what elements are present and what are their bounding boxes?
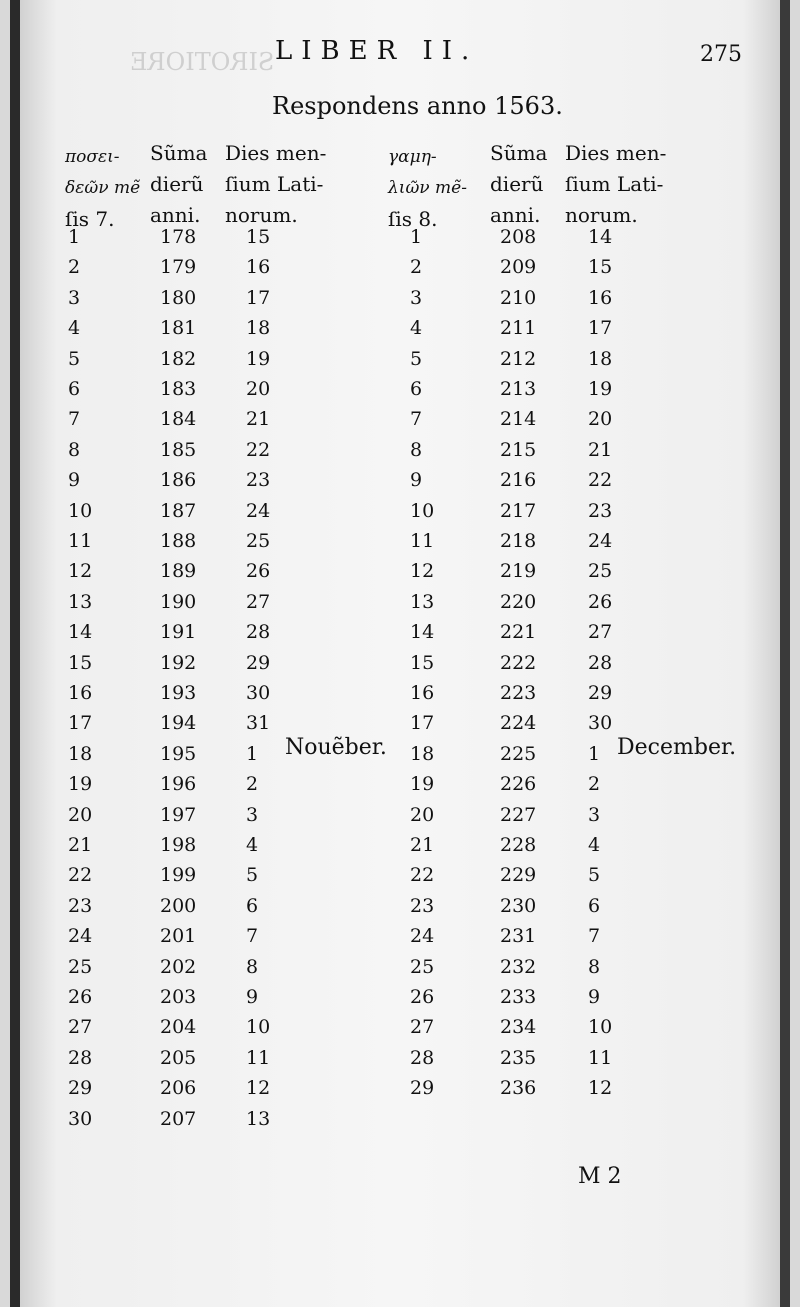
latin-day-left-cell: 25 bbox=[246, 530, 271, 552]
table-row bbox=[10, 1077, 790, 1109]
table-row bbox=[10, 226, 790, 258]
day-left-cell: 18 bbox=[68, 742, 93, 765]
table-row bbox=[10, 956, 790, 988]
signature-mark: M 2 bbox=[578, 1164, 622, 1189]
latin-day-left-cell: 16 bbox=[246, 256, 271, 279]
day-left-cell: 25 bbox=[68, 955, 93, 978]
suma-left-cell: 180 bbox=[160, 286, 197, 309]
day-right-cell: 2 bbox=[410, 256, 423, 279]
right-dies-line-3: norum. bbox=[565, 203, 638, 227]
suma-left-cell: 184 bbox=[160, 408, 197, 431]
suma-right-cell: 228 bbox=[500, 834, 537, 856]
day-right-cell: 1 bbox=[410, 226, 423, 248]
day-left-cell: 17 bbox=[68, 712, 93, 735]
suma-left-cell: 179 bbox=[160, 256, 197, 279]
table-row bbox=[10, 591, 790, 623]
left-suma-line-1: Sũma bbox=[150, 141, 208, 165]
suma-left-cell: 185 bbox=[160, 438, 197, 461]
suma-right-cell: 210 bbox=[500, 286, 537, 309]
suma-left-cell: 195 bbox=[160, 742, 197, 765]
suma-left-cell: 199 bbox=[160, 864, 197, 887]
suma-left-cell: 178 bbox=[160, 226, 197, 248]
day-right-cell: 5 bbox=[410, 347, 423, 370]
month-label-november: Nouẽber. bbox=[285, 735, 387, 760]
month-label-december: December. bbox=[617, 735, 737, 760]
left-dies-line-2: ſium Lati- bbox=[225, 172, 324, 196]
day-left-cell: 24 bbox=[68, 925, 93, 948]
table-row bbox=[10, 895, 790, 927]
latin-day-right-cell: 1 bbox=[588, 742, 601, 765]
latin-day-left-cell: 1 bbox=[246, 742, 259, 765]
latin-day-right-cell: 11 bbox=[588, 1046, 613, 1069]
suma-right-cell: 232 bbox=[500, 955, 537, 978]
suma-right-cell: 226 bbox=[500, 773, 537, 796]
day-left-cell: 21 bbox=[68, 834, 93, 856]
table-subtitle: Respondens anno 1563. bbox=[272, 92, 563, 120]
latin-day-right-cell: 16 bbox=[588, 286, 613, 309]
right-suma-line-1: Sũma bbox=[490, 141, 548, 165]
suma-left-cell: 189 bbox=[160, 560, 197, 583]
latin-day-left-cell: 21 bbox=[246, 408, 271, 431]
table-row bbox=[10, 773, 790, 805]
suma-left-cell: 202 bbox=[160, 955, 197, 978]
day-left-cell: 16 bbox=[68, 682, 93, 704]
table-row bbox=[10, 287, 790, 319]
table-row bbox=[10, 439, 790, 471]
day-left-cell: 27 bbox=[68, 1016, 93, 1039]
day-right-cell: 13 bbox=[410, 590, 435, 613]
suma-right-cell: 222 bbox=[500, 651, 537, 674]
left-greek-line-1: ποσει- bbox=[65, 147, 120, 167]
suma-left-cell: 200 bbox=[160, 894, 197, 917]
suma-left-cell: 191 bbox=[160, 621, 197, 644]
day-left-cell: 4 bbox=[68, 317, 81, 340]
suma-right-cell: 231 bbox=[500, 925, 537, 948]
day-left-cell: 19 bbox=[68, 773, 93, 796]
latin-day-right-cell: 18 bbox=[588, 347, 613, 370]
table-row bbox=[10, 256, 790, 288]
day-right-cell: 27 bbox=[410, 1016, 435, 1039]
latin-day-right-cell: 26 bbox=[588, 590, 613, 613]
table-row bbox=[10, 925, 790, 957]
table-row bbox=[10, 682, 790, 714]
left-greek-line-3: ſis 7. bbox=[65, 207, 115, 231]
suma-right-cell: 214 bbox=[500, 408, 537, 431]
day-right-cell: 25 bbox=[410, 955, 435, 978]
table-row bbox=[10, 1016, 790, 1048]
day-left-cell: 14 bbox=[68, 621, 93, 644]
day-right-cell: 9 bbox=[410, 469, 423, 492]
table-row bbox=[10, 530, 790, 562]
latin-day-left-cell: 17 bbox=[246, 286, 271, 309]
running-head: LIBER II. bbox=[275, 36, 479, 66]
day-left-cell: 13 bbox=[68, 590, 93, 613]
day-right-cell: 8 bbox=[410, 438, 423, 461]
latin-day-right-cell: 24 bbox=[588, 530, 613, 552]
latin-day-left-cell: 20 bbox=[246, 378, 271, 400]
latin-day-right-cell: 15 bbox=[588, 256, 613, 279]
latin-day-right-cell: 8 bbox=[588, 955, 601, 978]
latin-day-right-cell: 28 bbox=[588, 651, 613, 674]
left-dies-line-3: norum. bbox=[225, 203, 298, 227]
day-right-cell: 24 bbox=[410, 925, 435, 948]
suma-left-cell: 196 bbox=[160, 773, 197, 796]
day-left-cell: 6 bbox=[68, 378, 81, 400]
latin-day-left-cell: 30 bbox=[246, 682, 271, 704]
latin-day-left-cell: 31 bbox=[246, 712, 271, 735]
table-row bbox=[10, 348, 790, 380]
day-right-cell: 19 bbox=[410, 773, 435, 796]
suma-left-cell: 194 bbox=[160, 712, 197, 735]
day-left-cell: 7 bbox=[68, 408, 81, 431]
day-left-cell: 29 bbox=[68, 1077, 93, 1100]
suma-right-cell: 235 bbox=[500, 1046, 537, 1069]
suma-right-cell: 224 bbox=[500, 712, 537, 735]
latin-day-left-cell: 4 bbox=[246, 834, 259, 856]
right-greek-line-3: ſis 8. bbox=[388, 207, 438, 231]
suma-left-cell: 205 bbox=[160, 1046, 197, 1069]
suma-left-cell: 186 bbox=[160, 469, 197, 492]
day-right-cell: 12 bbox=[410, 560, 435, 583]
day-left-cell: 2 bbox=[68, 256, 81, 279]
day-right-cell: 3 bbox=[410, 286, 423, 309]
suma-left-cell: 190 bbox=[160, 590, 197, 613]
table-row bbox=[10, 378, 790, 410]
latin-day-left-cell: 3 bbox=[246, 803, 259, 826]
latin-day-left-cell: 13 bbox=[246, 1107, 271, 1130]
suma-left-cell: 197 bbox=[160, 803, 197, 826]
day-right-cell: 17 bbox=[410, 712, 435, 735]
day-right-cell: 18 bbox=[410, 742, 435, 765]
latin-day-left-cell: 12 bbox=[246, 1077, 271, 1100]
left-suma-line-2: dierũ bbox=[150, 172, 204, 196]
latin-day-right-cell: 4 bbox=[588, 834, 601, 856]
suma-right-cell: 215 bbox=[500, 438, 537, 461]
day-left-cell: 9 bbox=[68, 469, 81, 492]
latin-day-right-cell: 25 bbox=[588, 560, 613, 583]
day-right-cell: 6 bbox=[410, 378, 423, 400]
suma-right-cell: 213 bbox=[500, 378, 537, 400]
table-row bbox=[10, 986, 790, 1018]
right-greek-line-1: γαμη- bbox=[388, 147, 437, 167]
suma-left-cell: 193 bbox=[160, 682, 197, 704]
latin-day-right-cell: 7 bbox=[588, 925, 601, 948]
day-left-cell: 30 bbox=[68, 1107, 93, 1130]
suma-right-cell: 236 bbox=[500, 1077, 537, 1100]
suma-right-cell: 211 bbox=[500, 317, 537, 340]
latin-day-right-cell: 30 bbox=[588, 712, 613, 735]
latin-day-right-cell: 17 bbox=[588, 317, 613, 340]
table-row bbox=[10, 864, 790, 896]
day-right-cell: 4 bbox=[410, 317, 423, 340]
latin-day-right-cell: 27 bbox=[588, 621, 613, 644]
day-right-cell: 29 bbox=[410, 1077, 435, 1100]
day-right-cell: 22 bbox=[410, 864, 435, 887]
table-row bbox=[10, 804, 790, 836]
suma-right-cell: 212 bbox=[500, 347, 537, 370]
left-dies-line-1: Dies men- bbox=[225, 141, 327, 165]
latin-day-left-cell: 26 bbox=[246, 560, 271, 583]
suma-right-cell: 209 bbox=[500, 256, 537, 279]
book-page bbox=[10, 0, 790, 1307]
latin-day-right-cell: 3 bbox=[588, 803, 601, 826]
day-right-cell: 15 bbox=[410, 651, 435, 674]
day-right-cell: 28 bbox=[410, 1046, 435, 1069]
suma-right-cell: 217 bbox=[500, 499, 537, 522]
suma-left-cell: 206 bbox=[160, 1077, 197, 1100]
latin-day-right-cell: 12 bbox=[588, 1077, 613, 1100]
suma-right-cell: 219 bbox=[500, 560, 537, 583]
page-number: 275 bbox=[700, 42, 742, 67]
latin-day-left-cell: 5 bbox=[246, 864, 259, 887]
day-right-cell: 21 bbox=[410, 834, 435, 856]
table-row bbox=[10, 408, 790, 440]
right-greek-header bbox=[388, 142, 467, 235]
latin-day-left-cell: 9 bbox=[246, 986, 259, 1008]
latin-day-left-cell: 6 bbox=[246, 894, 259, 917]
latin-day-right-cell: 23 bbox=[588, 499, 613, 522]
latin-day-right-cell: 5 bbox=[588, 864, 601, 887]
suma-left-cell: 181 bbox=[160, 317, 197, 340]
right-dies-line-1: Dies men- bbox=[565, 141, 667, 165]
day-left-cell: 1 bbox=[68, 226, 81, 248]
latin-day-left-cell: 22 bbox=[246, 438, 271, 461]
latin-day-right-cell: 22 bbox=[588, 469, 613, 492]
table-row bbox=[10, 500, 790, 532]
suma-left-cell: 182 bbox=[160, 347, 197, 370]
day-right-cell: 14 bbox=[410, 621, 435, 644]
suma-right-cell: 221 bbox=[500, 621, 537, 644]
latin-day-left-cell: 24 bbox=[246, 499, 271, 522]
suma-right-cell: 216 bbox=[500, 469, 537, 492]
suma-right-cell: 230 bbox=[500, 894, 537, 917]
latin-day-right-cell: 10 bbox=[588, 1016, 613, 1039]
day-right-cell: 10 bbox=[410, 499, 435, 522]
table-row bbox=[10, 560, 790, 592]
table-row bbox=[10, 1108, 790, 1140]
day-right-cell: 11 bbox=[410, 530, 435, 552]
latin-day-left-cell: 23 bbox=[246, 469, 271, 492]
suma-right-cell: 229 bbox=[500, 864, 537, 887]
suma-left-cell: 183 bbox=[160, 378, 197, 400]
latin-day-right-cell: 6 bbox=[588, 894, 601, 917]
right-dies-header bbox=[565, 138, 666, 231]
suma-right-cell: 218 bbox=[500, 530, 537, 552]
latin-day-right-cell: 20 bbox=[588, 408, 613, 431]
suma-left-cell: 187 bbox=[160, 499, 197, 522]
page-header bbox=[10, 36, 790, 76]
right-dies-line-2: ſium Lati- bbox=[565, 172, 664, 196]
latin-day-left-cell: 28 bbox=[246, 621, 271, 644]
suma-left-cell: 188 bbox=[160, 530, 197, 552]
day-left-cell: 23 bbox=[68, 894, 93, 917]
latin-day-left-cell: 18 bbox=[246, 317, 271, 340]
day-left-cell: 28 bbox=[68, 1046, 93, 1069]
suma-right-cell: 220 bbox=[500, 590, 537, 613]
day-right-cell: 26 bbox=[410, 986, 435, 1008]
latin-day-left-cell: 8 bbox=[246, 955, 259, 978]
suma-left-cell: 203 bbox=[160, 986, 197, 1008]
latin-day-left-cell: 7 bbox=[246, 925, 259, 948]
day-left-cell: 3 bbox=[68, 286, 81, 309]
suma-left-cell: 207 bbox=[160, 1107, 197, 1130]
latin-day-left-cell: 19 bbox=[246, 347, 271, 370]
latin-day-left-cell: 10 bbox=[246, 1016, 271, 1039]
day-left-cell: 15 bbox=[68, 651, 93, 674]
day-left-cell: 10 bbox=[68, 499, 93, 522]
left-suma-line-3: anni. bbox=[150, 203, 201, 227]
table-row bbox=[10, 317, 790, 349]
suma-left-cell: 204 bbox=[160, 1016, 197, 1039]
latin-day-right-cell: 2 bbox=[588, 773, 601, 796]
latin-day-left-cell: 11 bbox=[246, 1046, 271, 1069]
suma-right-cell: 223 bbox=[500, 682, 537, 704]
latin-day-right-cell: 19 bbox=[588, 378, 613, 400]
day-right-cell: 23 bbox=[410, 894, 435, 917]
latin-day-right-cell: 9 bbox=[588, 986, 601, 1008]
suma-left-cell: 198 bbox=[160, 834, 197, 856]
suma-right-cell: 234 bbox=[500, 1016, 537, 1039]
latin-day-left-cell: 27 bbox=[246, 590, 271, 613]
suma-right-cell: 208 bbox=[500, 226, 537, 248]
table-row bbox=[10, 621, 790, 653]
left-greek-line-2: δεῶν mẽ bbox=[65, 178, 141, 198]
right-suma-line-3: anni. bbox=[490, 203, 541, 227]
day-left-cell: 22 bbox=[68, 864, 93, 887]
suma-right-cell: 225 bbox=[500, 742, 537, 765]
day-left-cell: 5 bbox=[68, 347, 81, 370]
table-row bbox=[10, 652, 790, 684]
suma-left-cell: 201 bbox=[160, 925, 197, 948]
day-right-cell: 7 bbox=[410, 408, 423, 431]
latin-day-left-cell: 2 bbox=[246, 773, 259, 796]
day-left-cell: 12 bbox=[68, 560, 93, 583]
left-greek-header bbox=[65, 142, 140, 235]
suma-right-cell: 233 bbox=[500, 986, 537, 1008]
right-suma-header bbox=[490, 138, 547, 231]
suma-right-cell: 227 bbox=[500, 803, 537, 826]
right-greek-line-2: λιῶν mẽ- bbox=[388, 178, 467, 198]
left-dies-header bbox=[225, 138, 326, 231]
day-left-cell: 26 bbox=[68, 986, 93, 1008]
latin-day-right-cell: 29 bbox=[588, 682, 613, 704]
suma-left-cell: 192 bbox=[160, 651, 197, 674]
table-row bbox=[10, 1047, 790, 1079]
latin-day-right-cell: 14 bbox=[588, 226, 613, 248]
right-suma-line-2: dierũ bbox=[490, 172, 544, 196]
day-left-cell: 8 bbox=[68, 438, 81, 461]
bleed-through-text: SIROTIORE bbox=[130, 48, 275, 76]
day-right-cell: 16 bbox=[410, 682, 435, 704]
latin-day-right-cell: 21 bbox=[588, 438, 613, 461]
latin-day-left-cell: 29 bbox=[246, 651, 271, 674]
left-suma-header bbox=[150, 138, 207, 231]
day-left-cell: 11 bbox=[68, 530, 93, 552]
table-row bbox=[10, 469, 790, 501]
table-row bbox=[10, 834, 790, 866]
latin-day-left-cell: 15 bbox=[246, 226, 271, 248]
day-left-cell: 20 bbox=[68, 803, 93, 826]
day-right-cell: 20 bbox=[410, 803, 435, 826]
